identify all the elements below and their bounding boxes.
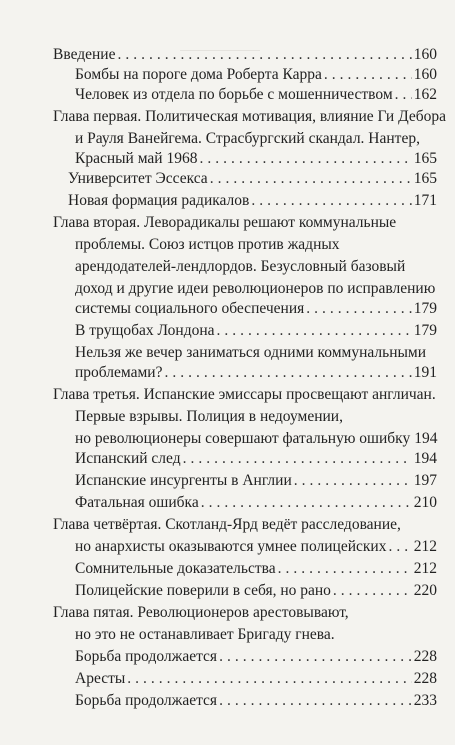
toc-entry-text: Введение xyxy=(53,46,116,63)
toc-entry-text: Борьба продолжается xyxy=(75,692,218,709)
toc-page-number: 212 xyxy=(413,560,437,577)
toc-entry-text: В трущобах Лондона xyxy=(75,322,215,339)
toc-entry xyxy=(75,64,437,86)
toc-page-number: 197 xyxy=(413,472,437,489)
toc-entry-continued xyxy=(53,514,437,536)
dot-leader xyxy=(219,690,412,712)
dot-leader xyxy=(127,668,411,690)
toc-page-number: 179 xyxy=(413,300,437,317)
toc-page-number: 194 xyxy=(413,450,437,467)
toc-entry-text: но это не останавливает Бригаду гнева. xyxy=(75,626,335,643)
toc-page-number: 160 xyxy=(413,46,437,63)
dot-leader xyxy=(294,470,412,492)
toc-entry-continued xyxy=(53,212,437,234)
dot-leader xyxy=(395,84,412,106)
toc-entry-text: Глава первая. Политическая мотивация, влияние Ги Дебора xyxy=(53,108,446,125)
toc-entry-text: но революционеры совершают фатальную ошибку xyxy=(75,430,411,447)
dot-leader xyxy=(210,168,412,190)
toc-entry-text: проблемами? xyxy=(75,364,163,381)
toc-page-number: 212 xyxy=(413,538,437,555)
toc-entry-text: Нельзя же вечер заниматься одними коммунальными xyxy=(75,344,427,361)
toc-page-number: 162 xyxy=(413,86,437,103)
toc-entry-text: Красный май 1968 xyxy=(75,150,198,167)
toc-entry xyxy=(75,492,437,514)
toc-entry xyxy=(75,320,437,342)
toc-entry-text: Фатальная ошибка xyxy=(75,494,199,511)
toc-entry-text: Глава третья. Испанские эмиссары просвещают англичан. xyxy=(53,386,436,403)
dot-leader xyxy=(324,64,412,86)
toc-entry xyxy=(75,298,437,320)
toc-entry-text: Глава вторая. Леворадикалы решают коммунальные xyxy=(53,214,397,231)
dot-leader xyxy=(164,362,411,384)
toc-entry xyxy=(53,44,437,66)
toc-page-number: 165 xyxy=(413,150,437,167)
toc-entry-text: Первые взрывы. Полиция в недоумении, xyxy=(75,408,343,425)
toc-entry-continued xyxy=(75,342,437,364)
dot-leader xyxy=(183,448,412,470)
dot-leader xyxy=(199,148,411,170)
toc-entry xyxy=(75,690,437,712)
toc-entry-text: Борьба продолжается xyxy=(75,648,218,665)
toc-entry-continued xyxy=(75,128,437,150)
toc-page-number: 228 xyxy=(413,648,437,665)
toc-entry xyxy=(75,536,437,558)
toc-entry-text: Аресты xyxy=(75,670,126,687)
toc-entry xyxy=(75,362,437,384)
dot-leader xyxy=(217,320,412,342)
toc-entry xyxy=(75,558,437,580)
toc-entry xyxy=(75,580,437,602)
dot-leader xyxy=(333,580,412,602)
toc-entry-text: и Рауля Ванейгема. Страсбургский скандал. Нантер, xyxy=(75,130,420,147)
toc-entry-text: системы социального обеспечения xyxy=(75,300,305,317)
toc-entry-continued xyxy=(75,406,437,428)
dot-leader xyxy=(278,558,412,580)
toc-page-number: 194 xyxy=(414,430,438,447)
toc-entry-text: Полицейские поверили в себя, но рано xyxy=(75,582,331,599)
toc-entry-text: арендодателей-лендлордов. Безусловный базовый xyxy=(75,258,406,275)
toc-page-number: 191 xyxy=(413,364,437,381)
toc-entry-continued xyxy=(75,256,437,278)
toc-entry-text: Новая формация радикалов xyxy=(68,192,250,209)
toc-entry xyxy=(68,168,437,190)
toc-entry-text: Человек из отдела по борьбе с мошенничеством xyxy=(75,86,393,103)
toc-entry-text: Испанский след xyxy=(75,450,181,467)
toc-page-number: 210 xyxy=(413,494,437,511)
toc-entry-continued xyxy=(53,602,437,624)
toc-entry-text: Сомнительные доказательства xyxy=(75,560,276,577)
toc-entry xyxy=(68,190,437,212)
toc-page-number: 220 xyxy=(413,582,437,599)
toc-entry-continued xyxy=(75,278,437,300)
toc-entry xyxy=(75,148,437,170)
dot-leader xyxy=(251,190,411,212)
toc-entry-continued xyxy=(75,624,437,646)
toc-entry-continued xyxy=(53,384,437,406)
toc-entry-text: Испанские инсургенты в Англии xyxy=(75,472,292,489)
toc-entry-continued xyxy=(75,234,437,256)
toc-page-number: 165 xyxy=(413,170,437,187)
toc-entry-text: доход и другие идеи революционеров по исправлению xyxy=(75,280,436,297)
toc-entry-text: проблемы. Союз истцов против жадных xyxy=(75,236,340,253)
toc-page-number: 179 xyxy=(413,322,437,339)
toc-entry-text: Бомбы на пороге дома Роберта Карра xyxy=(75,66,322,83)
toc-entry-text: Глава пятая. Революционеров арестовывают, xyxy=(53,604,349,621)
dot-leader xyxy=(306,298,412,320)
toc-entry-text: но анархисты оказываются умнее полицейских xyxy=(75,538,387,555)
toc-entry xyxy=(75,470,437,492)
toc-page-number: 233 xyxy=(413,692,437,709)
toc-entry-continued xyxy=(53,106,446,128)
toc-page-number: 171 xyxy=(413,192,437,209)
dot-leader xyxy=(201,492,412,514)
toc-entry xyxy=(75,668,437,690)
dot-leader xyxy=(219,646,412,668)
toc-page-number: 160 xyxy=(413,66,437,83)
toc-entry xyxy=(75,84,437,106)
dot-leader xyxy=(388,536,411,558)
toc-entry-text: Университет Эссекса xyxy=(68,170,208,187)
toc-entry xyxy=(75,428,437,450)
toc-entry-text: Глава четвёртая. Скотланд-Ярд ведёт расследование, xyxy=(53,516,401,533)
toc-page-number: 228 xyxy=(413,670,437,687)
dot-leader xyxy=(117,44,411,66)
toc-entry xyxy=(75,448,437,470)
toc-entry xyxy=(75,646,437,668)
